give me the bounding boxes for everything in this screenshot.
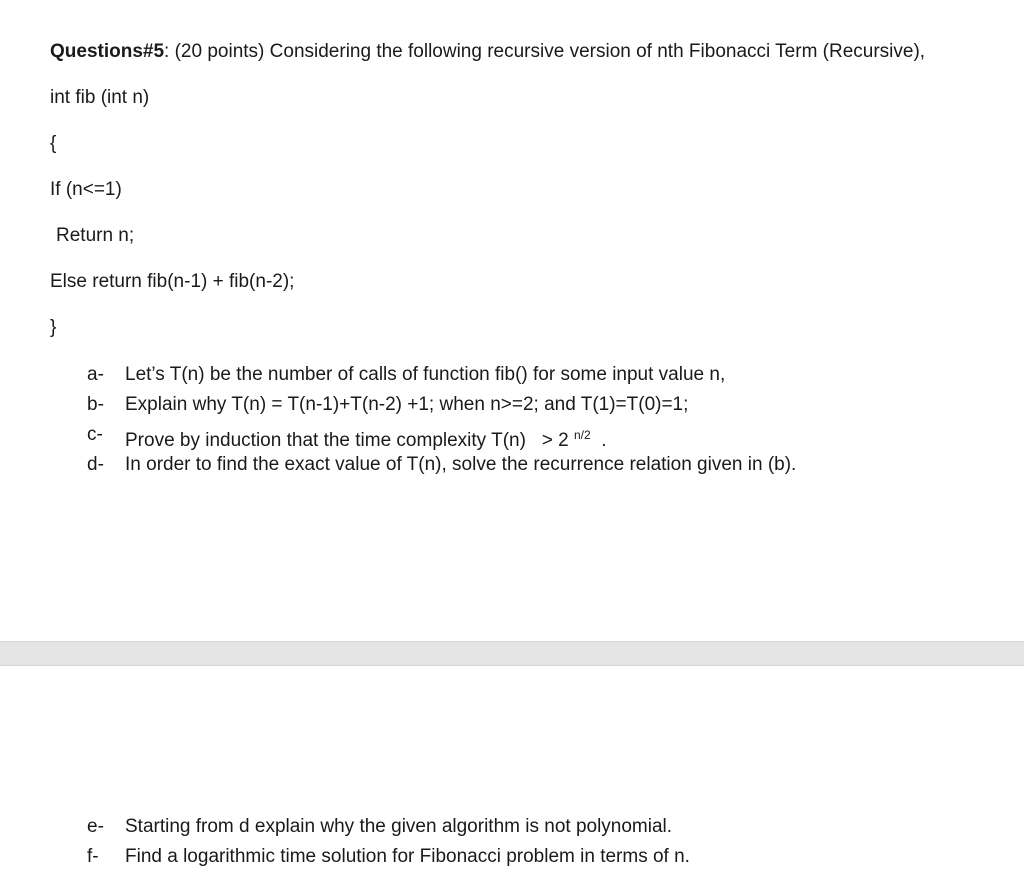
- list-text: In order to find the exact value of T(n), solve the recurrence relation given in (b).: [125, 454, 797, 475]
- list-text-suffix: .: [590, 430, 607, 451]
- page-break-divider: [0, 641, 1024, 666]
- list-marker: d-: [87, 454, 104, 475]
- exponent: n/2: [574, 428, 591, 442]
- question-label: Questions#5: [50, 41, 165, 62]
- list-marker: a-: [87, 364, 104, 385]
- list-marker: c-: [87, 424, 103, 445]
- list-item-e: [87, 815, 987, 839]
- list-item-a: [87, 363, 987, 387]
- list-marker: f-: [87, 846, 99, 867]
- list-text: Prove by induction that the time complexity T(n) > 2: [125, 430, 574, 451]
- question-heading: [50, 40, 925, 64]
- list-item-d: [87, 453, 987, 477]
- code-return-line: Return n;: [56, 225, 135, 246]
- list-text: Find a logarithmic time solution for Fibonacci problem in terms of n.: [125, 846, 690, 867]
- list-marker: b-: [87, 394, 104, 415]
- code-signature: int fib (int n): [50, 87, 150, 108]
- list-item-f: [87, 845, 987, 869]
- question-intro: : (20 points) Considering the following recursive version of nth Fibonacci Term (Recursive),: [164, 41, 926, 62]
- code-open-brace: {: [50, 133, 57, 154]
- list-item-c: [87, 423, 987, 451]
- list-item-b: [87, 393, 987, 417]
- list-text-wrapper: [125, 423, 607, 453]
- code-else-line: Else return fib(n-1) + fib(n-2);: [50, 271, 295, 292]
- code-if-line: If (n<=1): [50, 179, 122, 200]
- list-text: Starting from d explain why the given algorithm is not polynomial.: [125, 816, 673, 837]
- list-marker: e-: [87, 816, 104, 837]
- code-close-brace: }: [50, 317, 57, 338]
- list-text: Let’s T(n) be the number of calls of function fib() for some input value n,: [125, 364, 726, 385]
- list-text: Explain why T(n) = T(n-1)+T(n-2) +1; when n>=2; and T(1)=T(0)=1;: [125, 394, 689, 415]
